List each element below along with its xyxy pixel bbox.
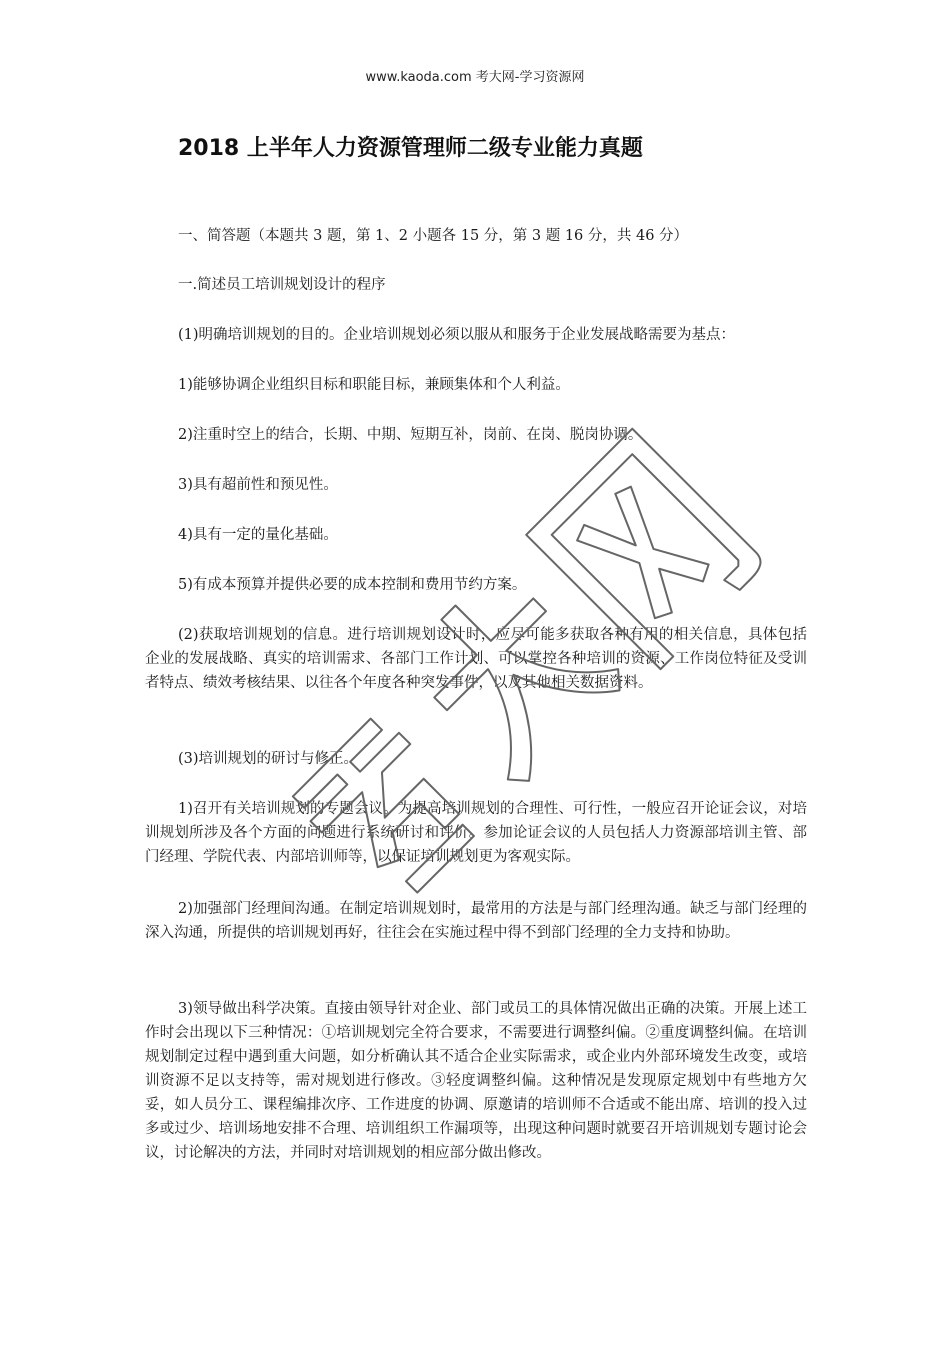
paragraph: (1)明确培训规划的目的。企业培训规划必须以服从和服务于企业发展战略需要为基点： <box>178 327 736 343</box>
page-header-source: www.kaoda.com 考大网-学习资源网 <box>365 70 585 85</box>
paragraph: 1)能够协调企业组织目标和职能目标，兼顾集体和个人利益。 <box>178 377 570 393</box>
paragraph: 1)召开有关培训规划的专题会议。为提高培训规划的合理性、可行性，一般应召开论证会议，对培训规划所涉及各个方面的问题进行系统研讨和评价。参加论证会议的人员包括人力资源部培训主管、部门经理、学院代表、内部培训师等，以保证培训规划更为客观实际。 <box>145 801 807 865</box>
paragraph: 4)具有一定的量化基础。 <box>178 527 338 543</box>
paragraph: (3)培训规划的研讨与修正。 <box>178 751 359 767</box>
question-heading: 一.简述员工培训规划设计的程序 <box>178 277 386 293</box>
paragraph: 3)具有超前性和预见性。 <box>178 477 338 493</box>
paragraph: (2)获取培训规划的信息。进行培训规划设计时，应尽可能多获取各种有用的相关信息，具体包括企业的发展战略、真实的培训需求、各部门工作计划、可以掌控各种培训的资源、工作岗位特征及受训者特点、绩效考核结果、以往各个年度各种突发事件，以及其他相关数据资料。 <box>145 627 807 691</box>
paragraph: 2)注重时空上的结合，长期、中期、短期互补，岗前、在岗、脱岗协调。 <box>178 427 643 443</box>
paragraph: 3)领导做出科学决策。直接由领导针对企业、部门或员工的具体情况做出正确的决策。开展上述工作时会出现以下三种情况：①培训规划完全符合要求，不需要进行调整纠偏。②重度调整纠偏。在培训规划制定过程中遇到重大问题，如分析确认其不适合企业实际需求，或企业内外部环境发生改变，或培训资源不足以支持等，需对规划进行修改。③轻度调整纠偏。这种情况是发现原定规划中有些地方欠妥，如人员分工、课程编排次序、工作进度的协调、原邀请的培训师不合适或不能出席、培训的投入过多或过少、培训场地安排不合理、培训组织工作漏项等，出现这种问题时就要召开培训规划专题讨论会议，讨论解决的方法，并同时对培训规划的相应部分做出修改。 <box>145 1001 807 1161</box>
paragraph: 5)有成本预算并提供必要的成本控制和费用节约方案。 <box>178 577 527 593</box>
document-title: 2018 上半年人力资源管理师二级专业能力真题 <box>178 136 643 161</box>
paragraph: 2)加强部门经理间沟通。在制定培训规划时，最常用的方法是与部门经理沟通。缺乏与部门经理的深入沟通，所提供的培训规划再好，往往会在实施过程中得不到部门经理的全力支持和协助。 <box>145 901 807 941</box>
section-heading: 一、简答题（本题共 3 题，第 1、2 小题各 15 分，第 3 题 16 分，共 46 分） <box>178 228 689 244</box>
